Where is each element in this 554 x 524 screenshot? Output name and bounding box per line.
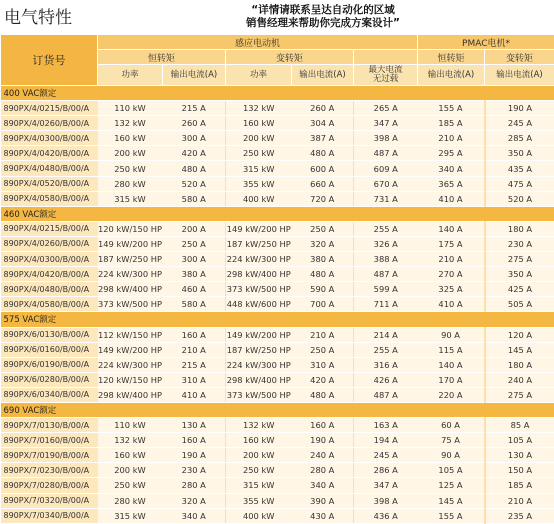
ct-power-cell: 315 kW — [98, 191, 163, 206]
vt-current-cell: 210 A — [292, 327, 354, 342]
pmac-vt-current-cell: 120 A — [485, 327, 554, 342]
ct-current-cell: 160 A — [163, 327, 226, 342]
ct-current-cell: 410 A — [163, 387, 226, 402]
pmac-ct-current-cell: 155 A — [418, 508, 485, 523]
table-row — [1, 463, 554, 478]
pmac-vt-current-cell: 425 A — [485, 282, 554, 297]
table-row — [1, 342, 554, 357]
ct-output-current-header: 输出电流(A) — [163, 65, 226, 86]
max-current-cell: 487 A — [354, 267, 418, 282]
pmac-vt-current-cell: 180 A — [485, 221, 554, 236]
voltage-group-row — [1, 312, 554, 327]
vt-current-cell: 304 A — [292, 116, 354, 131]
vt-output-current-header: 输出电流(A) — [292, 65, 354, 86]
table-row — [1, 101, 554, 116]
ct-power-cell: 112 kW/150 HP — [98, 327, 163, 342]
table-row — [1, 161, 554, 176]
ct-current-cell: 215 A — [163, 101, 226, 116]
pmac-ct-current-cell: 410 A — [418, 297, 485, 312]
pmac-ct-current-cell: 410 A — [418, 191, 485, 206]
pmac-vt-current-cell: 520 A — [485, 191, 554, 206]
vt-current-cell: 387 A — [292, 131, 354, 146]
vt-power-cell: 400 kW — [226, 508, 292, 523]
max-current-cell: 347 A — [354, 116, 418, 131]
ct-current-cell: 580 A — [163, 191, 226, 206]
electrical-specs-table — [0, 34, 554, 524]
vt-power-cell: 355 kW — [226, 493, 292, 508]
vt-power-cell: 373 kW/500 HP — [226, 387, 292, 402]
pmac-vt-current-cell: 150 A — [485, 463, 554, 478]
ct-current-cell: 320 A — [163, 493, 226, 508]
vt-current-cell: 320 A — [292, 236, 354, 251]
ct-current-cell: 280 A — [163, 478, 226, 493]
max-current-cell: 487 A — [354, 146, 418, 161]
max-current-cell: 255 A — [354, 221, 418, 236]
vt-power-cell: 149 kW/200 HP — [226, 327, 292, 342]
vt-power-cell: 298 kW/400 HP — [226, 372, 292, 387]
table-row — [1, 418, 554, 433]
order-number-cell: 890PX/4/0420/B/00/A — [1, 146, 98, 161]
ct-current-cell: 300 A — [163, 131, 226, 146]
vt-current-cell: 420 A — [292, 372, 354, 387]
max-current-cell: 265 A — [354, 101, 418, 116]
max-current-cell: 711 A — [354, 297, 418, 312]
ct-current-cell: 380 A — [163, 267, 226, 282]
max-current-cell: 398 A — [354, 131, 418, 146]
pmac-ct-current-cell: 155 A — [418, 101, 485, 116]
max-current-cell: 670 A — [354, 176, 418, 191]
page-title: 电气特性 — [4, 3, 72, 28]
constant-torque-header: 恒转矩 — [98, 50, 226, 65]
table-row — [1, 191, 554, 206]
pmac-vt-current-cell: 240 A — [485, 372, 554, 387]
pmac-ct-current-cell: 90 A — [418, 327, 485, 342]
pmac-ct-current-cell: 125 A — [418, 478, 485, 493]
table-body — [1, 86, 554, 524]
vt-current-cell: 190 A — [292, 433, 354, 448]
pmac-ct-current-cell: 140 A — [418, 357, 485, 372]
ct-current-cell: 260 A — [163, 116, 226, 131]
variable-torque-header: 变转矩 — [226, 50, 354, 65]
table-row — [1, 493, 554, 508]
ct-power-header: 功率 — [98, 65, 163, 86]
order-number-cell: 890PX/4/0580/B/00/A — [1, 191, 98, 206]
ct-current-cell: 460 A — [163, 282, 226, 297]
pmac-vt-current-cell: 105 A — [485, 433, 554, 448]
ct-power-cell: 160 kW — [98, 448, 163, 463]
ct-power-cell: 132 kW — [98, 433, 163, 448]
order-number-cell: 890PX/4/0480/B/00/A — [1, 282, 98, 297]
vt-power-cell: 200 kW — [226, 448, 292, 463]
pmac-ct-current-cell: 295 A — [418, 146, 485, 161]
pmac-vt-current-cell: 190 A — [485, 101, 554, 116]
table-row — [1, 146, 554, 161]
order-number-header: 订货号 — [1, 35, 98, 86]
pmac-vt-current-cell: 350 A — [485, 267, 554, 282]
pmac-ct-current-cell: 90 A — [418, 448, 485, 463]
voltage-group-label: 400 VAC额定 — [1, 86, 554, 101]
vt-current-cell: 480 A — [292, 387, 354, 402]
ct-current-cell: 230 A — [163, 463, 226, 478]
table-row — [1, 372, 554, 387]
ct-power-cell: 110 kW — [98, 418, 163, 433]
vt-power-cell: 250 kW — [226, 463, 292, 478]
vt-power-cell: 250 kW — [226, 146, 292, 161]
order-number-cell: 890PX/4/0420/B/00/A — [1, 267, 98, 282]
vt-power-cell: 132 kW — [226, 101, 292, 116]
pmac-ct-current-cell: 175 A — [418, 236, 485, 251]
ct-power-cell: 149 kW/200 HP — [98, 342, 163, 357]
order-number-cell: 890PX/7/0340/B/00/A — [1, 508, 98, 523]
blank-header — [354, 50, 418, 65]
max-current-cell: 609 A — [354, 161, 418, 176]
max-current-cell: 163 A — [354, 418, 418, 433]
pmac-ct-current-cell: 365 A — [418, 176, 485, 191]
table-row — [1, 387, 554, 402]
voltage-group-label: 690 VAC额定 — [1, 402, 554, 417]
pmac-ct-current-cell: 115 A — [418, 342, 485, 357]
pmac-ct-current-cell: 210 A — [418, 131, 485, 146]
vt-power-cell: 160 kW — [226, 433, 292, 448]
max-current-header — [354, 65, 418, 86]
vt-current-cell: 250 A — [292, 342, 354, 357]
induction-motor-header: 感应电动机 — [98, 35, 418, 50]
vt-power-cell: 315 kW — [226, 161, 292, 176]
order-number-cell: 890PX/4/0260/B/00/A — [1, 116, 98, 131]
ct-current-cell: 420 A — [163, 146, 226, 161]
ct-current-cell: 580 A — [163, 297, 226, 312]
pmac-constant-torque-header: 恒转矩 — [418, 50, 485, 65]
voltage-group-row — [1, 86, 554, 101]
table-row — [1, 478, 554, 493]
pmac-ct-current-cell: 340 A — [418, 161, 485, 176]
ct-power-cell: 315 kW — [98, 508, 163, 523]
vt-current-cell: 720 A — [292, 191, 354, 206]
max-current-cell: 398 A — [354, 493, 418, 508]
max-current-cell: 487 A — [354, 387, 418, 402]
voltage-group-row — [1, 402, 554, 417]
table-row — [1, 116, 554, 131]
pmac-ct-current-cell: 60 A — [418, 418, 485, 433]
vt-power-cell: 315 kW — [226, 478, 292, 493]
ct-power-cell: 280 kW — [98, 176, 163, 191]
table-row — [1, 433, 554, 448]
ct-current-cell: 215 A — [163, 357, 226, 372]
ct-current-cell: 250 A — [163, 236, 226, 251]
max-current-cell: 214 A — [354, 327, 418, 342]
pmac-variable-torque-header: 变转矩 — [485, 50, 554, 65]
ct-power-cell: 250 kW — [98, 478, 163, 493]
vt-power-cell: 355 kW — [226, 176, 292, 191]
table-row — [1, 508, 554, 523]
pmac-vt-current-cell: 130 A — [485, 448, 554, 463]
max-current-cell: 245 A — [354, 448, 418, 463]
table-row — [1, 252, 554, 267]
order-number-cell: 890PX/7/0160/B/00/A — [1, 433, 98, 448]
order-number-cell: 890PX/7/0230/B/00/A — [1, 463, 98, 478]
pmac-vt-current-cell: 475 A — [485, 176, 554, 191]
ct-current-cell: 300 A — [163, 252, 226, 267]
vt-power-cell: 373 kW/500 HP — [226, 282, 292, 297]
vt-power-cell: 160 kW — [226, 116, 292, 131]
order-number-cell: 890PX/4/0260/B/00/A — [1, 236, 98, 251]
vt-current-cell: 280 A — [292, 463, 354, 478]
ct-power-cell: 373 kW/500 HP — [98, 297, 163, 312]
vt-current-cell: 430 A — [292, 508, 354, 523]
ct-current-cell: 480 A — [163, 161, 226, 176]
voltage-group-label: 575 VAC额定 — [1, 312, 554, 327]
ct-power-cell: 110 kW — [98, 101, 163, 116]
pmac-vt-current-cell: 435 A — [485, 161, 554, 176]
pmac-vt-current-cell: 505 A — [485, 297, 554, 312]
ct-power-cell: 280 kW — [98, 493, 163, 508]
order-number-cell: 890PX/4/0300/B/00/A — [1, 131, 98, 146]
ct-power-cell: 224 kW/300 HP — [98, 267, 163, 282]
order-number-cell: 890PX/6/0160/B/00/A — [1, 342, 98, 357]
max-current-cell: 731 A — [354, 191, 418, 206]
ct-current-cell: 190 A — [163, 448, 226, 463]
vt-current-cell: 700 A — [292, 297, 354, 312]
ct-current-cell: 210 A — [163, 342, 226, 357]
pmac-vt-current-cell: 235 A — [485, 508, 554, 523]
pmac-vt-current-cell: 210 A — [485, 493, 554, 508]
pmac-vt-current-cell: 245 A — [485, 116, 554, 131]
table-row — [1, 357, 554, 372]
order-number-cell: 890PX/4/0215/B/00/A — [1, 101, 98, 116]
ct-power-cell: 298 kW/400 HP — [98, 387, 163, 402]
order-number-cell: 890PX/4/0300/B/00/A — [1, 252, 98, 267]
order-number-cell: 890PX/6/0280/B/00/A — [1, 372, 98, 387]
table-row — [1, 176, 554, 191]
no-overload-label: 无过载 — [354, 75, 417, 84]
vt-current-cell: 160 A — [292, 418, 354, 433]
max-current-cell: 436 A — [354, 508, 418, 523]
ct-power-cell: 160 kW — [98, 131, 163, 146]
vt-power-cell: 224 kW/300 HP — [226, 357, 292, 372]
vt-current-cell: 240 A — [292, 448, 354, 463]
ct-current-cell: 340 A — [163, 508, 226, 523]
max-current-cell: 316 A — [354, 357, 418, 372]
max-current-cell: 326 A — [354, 236, 418, 251]
order-number-cell: 890PX/6/0190/B/00/A — [1, 357, 98, 372]
vt-power-cell: 224 kW/300 HP — [226, 252, 292, 267]
table-row — [1, 297, 554, 312]
order-number-cell: 890PX/6/0340/B/00/A — [1, 387, 98, 402]
ct-current-cell: 200 A — [163, 221, 226, 236]
vt-power-cell: 200 kW — [226, 131, 292, 146]
ct-power-cell: 149 kW/200 HP — [98, 236, 163, 251]
pmac-vt-current-cell: 85 A — [485, 418, 554, 433]
voltage-group-label: 460 VAC额定 — [1, 206, 554, 221]
vt-power-header: 功率 — [226, 65, 292, 86]
contact-callout — [228, 4, 418, 30]
ct-current-cell: 520 A — [163, 176, 226, 191]
pmac-ct-current-cell: 210 A — [418, 252, 485, 267]
vt-power-cell: 187 kW/250 HP — [226, 342, 292, 357]
vt-current-cell: 250 A — [292, 221, 354, 236]
callout-line-2: 销售经理来帮助你完成方案设计” — [228, 17, 418, 30]
vt-current-cell: 380 A — [292, 252, 354, 267]
pmac-vt-current-cell: 185 A — [485, 478, 554, 493]
pmac-ct-current-cell: 140 A — [418, 221, 485, 236]
order-number-cell: 890PX/4/0580/B/00/A — [1, 297, 98, 312]
order-number-cell: 890PX/7/0130/B/00/A — [1, 418, 98, 433]
voltage-group-row — [1, 206, 554, 221]
pmac-ct-current-cell: 270 A — [418, 267, 485, 282]
ct-power-cell: 187 kW/250 HP — [98, 252, 163, 267]
pmac-ct-current-cell: 105 A — [418, 463, 485, 478]
order-number-cell: 890PX/4/0215/B/00/A — [1, 221, 98, 236]
vt-current-cell: 390 A — [292, 493, 354, 508]
max-current-cell: 194 A — [354, 433, 418, 448]
max-current-cell: 255 A — [354, 342, 418, 357]
ct-power-cell: 298 kW/400 HP — [98, 282, 163, 297]
vt-current-cell: 660 A — [292, 176, 354, 191]
vt-current-cell: 260 A — [292, 101, 354, 116]
ct-power-cell: 200 kW — [98, 146, 163, 161]
table-row — [1, 221, 554, 236]
ct-current-cell: 130 A — [163, 418, 226, 433]
ct-current-cell: 160 A — [163, 433, 226, 448]
vt-current-cell: 340 A — [292, 478, 354, 493]
pmac-vt-output-current-header: 输出电流(A) — [485, 65, 554, 86]
order-number-cell: 890PX/7/0320/B/00/A — [1, 493, 98, 508]
pmac-ct-current-cell: 185 A — [418, 116, 485, 131]
max-current-cell: 388 A — [354, 252, 418, 267]
vt-current-cell: 600 A — [292, 161, 354, 176]
pmac-vt-current-cell: 145 A — [485, 342, 554, 357]
vt-power-cell: 187 kW/250 HP — [226, 236, 292, 251]
ct-power-cell: 120 kW/150 HP — [98, 372, 163, 387]
vt-power-cell: 400 kW — [226, 191, 292, 206]
vt-current-cell: 480 A — [292, 267, 354, 282]
vt-current-cell: 590 A — [292, 282, 354, 297]
table-row — [1, 131, 554, 146]
pmac-vt-current-cell: 275 A — [485, 387, 554, 402]
ct-current-cell: 310 A — [163, 372, 226, 387]
order-number-cell: 890PX/6/0130/B/00/A — [1, 327, 98, 342]
pmac-ct-current-cell: 220 A — [418, 387, 485, 402]
ct-power-cell: 200 kW — [98, 463, 163, 478]
vt-power-cell: 149 kW/200 HP — [226, 221, 292, 236]
max-current-cell: 286 A — [354, 463, 418, 478]
pmac-ct-current-cell: 75 A — [418, 433, 485, 448]
ct-power-cell: 132 kW — [98, 116, 163, 131]
pmac-motor-header: PMAC电机* — [418, 35, 554, 50]
max-current-cell: 599 A — [354, 282, 418, 297]
pmac-vt-current-cell: 275 A — [485, 252, 554, 267]
table-row — [1, 282, 554, 297]
pmac-vt-current-cell: 350 A — [485, 146, 554, 161]
vt-current-cell: 310 A — [292, 357, 354, 372]
pmac-vt-current-cell: 285 A — [485, 131, 554, 146]
table-row — [1, 327, 554, 342]
max-current-label: 最大电流 — [354, 66, 417, 75]
max-current-cell: 426 A — [354, 372, 418, 387]
pmac-ct-current-cell: 325 A — [418, 282, 485, 297]
ct-power-cell: 224 kW/300 HP — [98, 357, 163, 372]
table-row — [1, 448, 554, 463]
max-current-cell: 347 A — [354, 478, 418, 493]
pmac-ct-current-cell: 170 A — [418, 372, 485, 387]
ct-power-cell: 250 kW — [98, 161, 163, 176]
table-row — [1, 267, 554, 282]
order-number-cell: 890PX/7/0280/B/00/A — [1, 478, 98, 493]
pmac-vt-current-cell: 230 A — [485, 236, 554, 251]
order-number-cell: 890PX/7/0190/B/00/A — [1, 448, 98, 463]
vt-power-cell: 448 kW/600 HP — [226, 297, 292, 312]
order-number-cell: 890PX/4/0480/B/00/A — [1, 161, 98, 176]
vt-power-cell: 298 kW/400 HP — [226, 267, 292, 282]
pmac-vt-current-cell: 180 A — [485, 357, 554, 372]
pmac-ct-output-current-header: 输出电流(A) — [418, 65, 485, 86]
pmac-ct-current-cell: 145 A — [418, 493, 485, 508]
ct-power-cell: 120 kW/150 HP — [98, 221, 163, 236]
order-number-cell: 890PX/4/0520/B/00/A — [1, 176, 98, 191]
table-row — [1, 236, 554, 251]
vt-power-cell: 132 kW — [226, 418, 292, 433]
vt-current-cell: 480 A — [292, 146, 354, 161]
callout-line-1: “详情请联系呈达自动化的区域 — [228, 4, 418, 17]
